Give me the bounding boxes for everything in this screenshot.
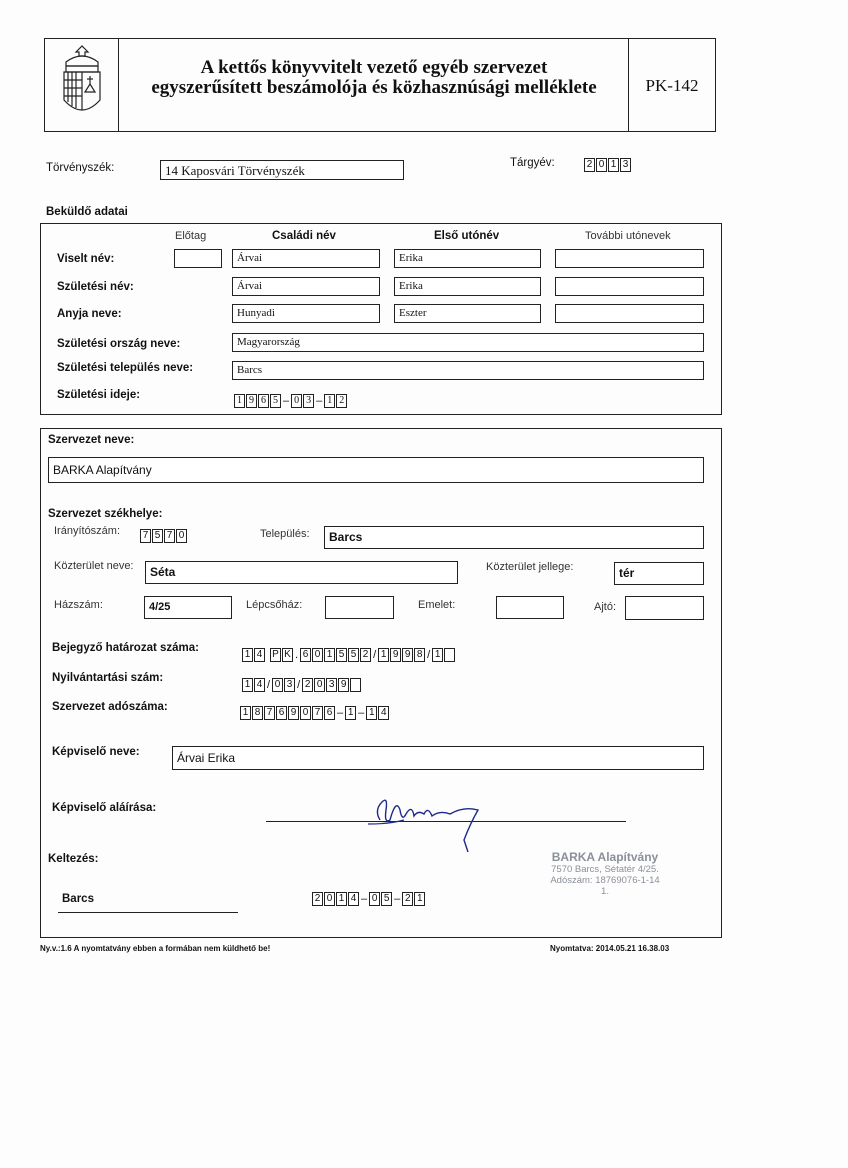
footer-note: Ny.v.:1.6 A nyomtatvány ebben a formában nem küldhető be!	[40, 944, 271, 953]
ruling-slash: /	[373, 649, 377, 661]
birth-name-label: Születési név:	[57, 281, 134, 293]
signature-scribble	[360, 780, 500, 860]
mother-name-family[interactable]: Hunyadi	[232, 304, 380, 323]
date-separator: –	[283, 395, 290, 407]
digit: 5	[381, 892, 392, 906]
ruling-dot: .	[295, 649, 299, 661]
form-title-line2: egyszerűsített beszámolója és közhasznúsági melléklete	[151, 77, 597, 98]
worn-name-first[interactable]: Erika	[394, 249, 541, 268]
digit: 2	[402, 892, 413, 906]
digit: 0	[314, 678, 325, 692]
birth-country-label: Születési ország neve:	[57, 338, 181, 350]
digit: 0	[596, 158, 607, 172]
street-field[interactable]: Séta	[145, 561, 458, 584]
rep-field[interactable]: Árvai Erika	[172, 746, 704, 770]
date-separator: –	[361, 893, 368, 905]
digit: 0	[324, 892, 335, 906]
digit: 8	[252, 706, 263, 720]
form-code: PK-142	[645, 76, 699, 95]
tax-label: Szervezet adószáma:	[52, 701, 168, 713]
digit: 2	[336, 394, 347, 408]
digit: P	[270, 648, 281, 662]
court-field[interactable]: 14 Kaposvári Törvényszék	[160, 160, 404, 180]
worn-name-other[interactable]	[555, 249, 704, 268]
tax-field[interactable]	[240, 706, 389, 720]
reg-field[interactable]	[242, 678, 361, 692]
digit	[444, 648, 455, 662]
digit: 1	[345, 706, 356, 720]
birth-date-label: Születési ideje:	[57, 389, 141, 401]
digit: 1	[608, 158, 619, 172]
stamp-num: 1.	[601, 886, 609, 897]
digit: 2	[360, 648, 371, 662]
worn-name-prefix[interactable]	[174, 249, 222, 268]
birth-name-other[interactable]	[555, 277, 704, 296]
ruling-slash: /	[427, 649, 431, 661]
org-seat-label: Szervezet székhelye:	[48, 508, 163, 520]
reg-label: Nyilvántartási szám:	[52, 672, 164, 684]
digit: 7	[312, 706, 323, 720]
digit: 5	[336, 648, 347, 662]
digit: 2	[584, 158, 595, 172]
digit: 1	[366, 706, 377, 720]
date-separator: –	[394, 893, 401, 905]
rep-label: Képviselő neve:	[52, 746, 140, 758]
door-field[interactable]	[625, 596, 704, 620]
street-type-label: Közterület jellege:	[486, 561, 574, 573]
birth-city-label: Születési település neve:	[57, 362, 194, 374]
digit: 4	[254, 648, 265, 662]
footer-printed: Nyomtatva: 2014.05.21 16.38.03	[550, 944, 670, 953]
digit: 4	[254, 678, 265, 692]
digit: 3	[620, 158, 631, 172]
digit: 7	[164, 529, 175, 543]
mother-name-label: Anyja neve:	[57, 308, 122, 320]
digit: 3	[284, 678, 295, 692]
digit: 1	[432, 648, 443, 662]
col-family: Családi név	[272, 230, 336, 242]
digit: 6	[276, 706, 287, 720]
zip-label: Irányítószám:	[54, 525, 121, 537]
digit: 0	[176, 529, 187, 543]
org-name-label: Szervezet neve:	[48, 434, 135, 446]
city-field[interactable]: Barcs	[324, 526, 704, 549]
digit: 0	[272, 678, 283, 692]
street-type-field[interactable]: tér	[614, 562, 704, 585]
digit: 0	[312, 648, 323, 662]
ruling-label: Bejegyző határozat száma:	[52, 642, 199, 654]
mother-name-first[interactable]: Eszter	[394, 304, 541, 323]
digit: 1	[234, 394, 245, 408]
floor-label: Emelet:	[418, 599, 456, 611]
year-label: Tárgyév:	[510, 157, 555, 169]
digit: 5	[348, 648, 359, 662]
digit: 1	[378, 648, 389, 662]
dating-date-field[interactable]	[312, 892, 425, 906]
digit: 7	[264, 706, 275, 720]
digit: 9	[402, 648, 413, 662]
door-label: Ajtó:	[594, 601, 617, 613]
digit: 6	[300, 648, 311, 662]
col-other: További utónevek	[585, 230, 671, 242]
stair-field[interactable]	[325, 596, 394, 619]
digit: 5	[270, 394, 281, 408]
floor-field[interactable]	[496, 596, 564, 619]
form-title	[120, 58, 628, 98]
digit: 4	[348, 892, 359, 906]
form-title-line1: A kettős könyvvitelt vezető egyéb szervezet	[200, 57, 548, 78]
sender-section-label: Beküldő adatai	[46, 206, 128, 218]
birth-city-field[interactable]: Barcs	[232, 361, 704, 380]
house-field[interactable]: 4/25	[144, 596, 232, 619]
stair-label: Lépcsőház:	[246, 599, 303, 611]
worn-name-label: Viselt név:	[57, 253, 115, 265]
dating-place-line	[58, 912, 238, 913]
stamp-tax: Adószám: 18769076-1-14	[550, 875, 660, 886]
birth-name-family[interactable]: Árvai	[232, 277, 380, 296]
dating-place[interactable]: Barcs	[62, 893, 94, 905]
birth-date-field[interactable]	[234, 394, 347, 408]
court-label: Törvényszék:	[46, 162, 115, 174]
year-field[interactable]	[584, 158, 631, 172]
org-stamp	[520, 850, 690, 897]
digit: 0	[369, 892, 380, 906]
sig-label: Képviselő aláírása:	[52, 802, 157, 814]
org-name-field[interactable]: BARKA Alapítvány	[48, 457, 704, 483]
digit: 3	[303, 394, 314, 408]
digit: 7	[140, 529, 151, 543]
stamp-address: 7570 Barcs, Sétatér 4/25.	[551, 864, 659, 875]
header-divider-left	[118, 38, 119, 132]
date-separator: –	[316, 395, 323, 407]
digit: 1	[242, 648, 253, 662]
city-label: Település:	[260, 528, 310, 540]
digit: 1	[414, 892, 425, 906]
tax-separator: –	[358, 707, 365, 719]
digit: 9	[390, 648, 401, 662]
street-label: Közterület neve:	[54, 560, 134, 572]
digit: 6	[324, 706, 335, 720]
digit: 1	[324, 394, 335, 408]
coat-of-arms-icon	[58, 44, 106, 124]
tax-separator: –	[337, 707, 344, 719]
col-first: Első utónév	[434, 230, 500, 242]
digit: 9	[288, 706, 299, 720]
stamp-name: BARKA Alapítvány	[551, 850, 659, 864]
digit: 1	[324, 648, 335, 662]
ruling-field[interactable]	[242, 648, 455, 662]
digit: 2	[302, 678, 313, 692]
digit: K	[282, 648, 293, 662]
digit: 3	[326, 678, 337, 692]
reg-slash: /	[267, 679, 271, 691]
reg-slash: /	[297, 679, 301, 691]
digit	[350, 678, 361, 692]
digit: 8	[414, 648, 425, 662]
zip-field[interactable]	[140, 529, 187, 543]
digit: 9	[338, 678, 349, 692]
birth-country-field[interactable]: Magyarország	[232, 333, 704, 352]
birth-name-first[interactable]: Erika	[394, 277, 541, 296]
digit: 9	[246, 394, 257, 408]
digit: 1	[242, 678, 253, 692]
digit: 6	[258, 394, 269, 408]
digit: 0	[300, 706, 311, 720]
mother-name-other[interactable]	[555, 304, 704, 323]
col-prefix: Előtag	[175, 230, 207, 242]
digit: 1	[240, 706, 251, 720]
digit: 2	[312, 892, 323, 906]
dating-label: Keltezés:	[48, 853, 99, 865]
digit: 1	[336, 892, 347, 906]
digit: 0	[291, 394, 302, 408]
digit: 5	[152, 529, 163, 543]
worn-name-family[interactable]: Árvai	[232, 249, 380, 268]
digit: 4	[378, 706, 389, 720]
house-label: Házszám:	[54, 599, 103, 611]
